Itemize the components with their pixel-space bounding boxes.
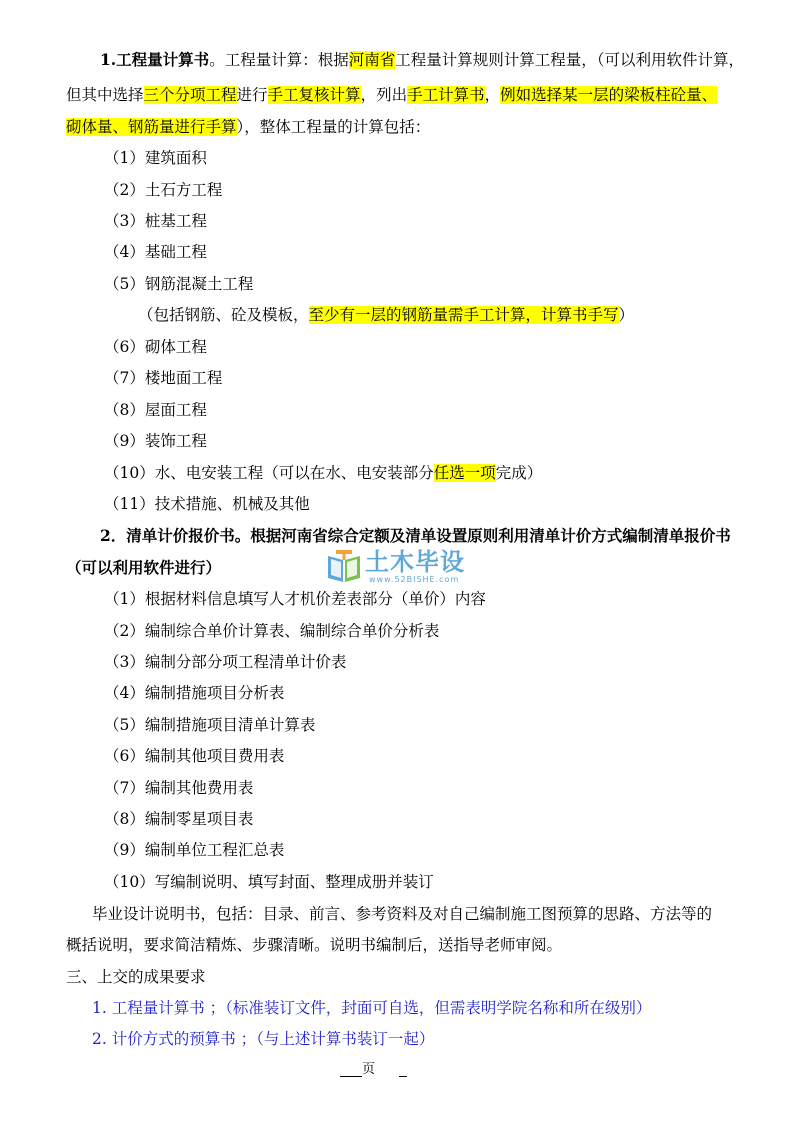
list-item: （5）钢筋混凝土工程: [104, 275, 254, 293]
watermark-url: www.52BISHE.com: [369, 574, 460, 584]
list-item: （3）桩基工程: [104, 212, 207, 230]
list-item: （6）编制其他项目费用表: [104, 747, 285, 765]
deliverable-item: 1. 工程量计算书 ；（标准装订文件，封面可自选，但需表明学院名称和所在级别）: [92, 999, 652, 1017]
page-number-blank: [340, 1064, 362, 1077]
list-item: （10）写编制说明、填写封面、整理成册并装订: [104, 873, 434, 891]
list-item: （6）砌体工程: [104, 338, 207, 356]
list-item: （4）编制措施项目分析表: [104, 684, 285, 702]
list-item: （8）编制零星项目表: [104, 810, 254, 828]
section1-line1: 1.工程量计算书。工程量计算：根据河南省工程量计算规则计算工程量，（可以利用软件计算，: [100, 50, 744, 69]
description-line2: 概括说明，要求简洁精炼、步骤清晰。说明书编制后，送指导老师审阅。: [66, 936, 563, 954]
section1-line3: 砌体量、钢筋量进行手算），整体工程量的计算包括：: [66, 118, 431, 136]
list-item: （9）编制单位工程汇总表: [104, 841, 285, 859]
rebar-note: （包括钢筋、砼及模板，至少有一层的钢筋量需手工计算，计算书手写）: [138, 306, 635, 324]
page-label: 页: [362, 1062, 376, 1077]
list-item: （5）编制措施项目清单计算表: [104, 716, 316, 734]
section2-title: 2．清单计价报价书。根据河南省综合定额及清单设置原则利用清单计价方式编制清单报价书: [100, 526, 731, 545]
description-line1: 毕业设计说明书，包括：目录、前言、参考资料及对自己编制施工图预算的思路、方法等的: [92, 905, 713, 923]
list-item: （7）楼地面工程: [104, 369, 223, 387]
list-item: （4）基础工程: [104, 243, 207, 261]
watermark-text: 土木毕设: [365, 547, 465, 576]
page-footer: [340, 1058, 407, 1077]
list-item: （1）根据材料信息填写人才机价差表部分（单价）内容: [104, 590, 486, 608]
book-logo-icon: [325, 548, 363, 584]
list-item: （8）屋面工程: [104, 401, 207, 419]
watermark-logo: [325, 548, 465, 584]
section1-title: 1.工程量计算书: [100, 50, 210, 69]
section3-title: 三、上交的成果要求: [66, 968, 206, 986]
page-total-blank: [399, 1064, 407, 1077]
list-item: （11）技术措施、机械及其他: [104, 495, 310, 513]
list-item: （7）编制其他费用表: [104, 779, 254, 797]
section1-line2: 但其中选择三个分项工程进行手工复核计算，列出手工计算书，例如选择某一层的梁板柱砼量、: [66, 86, 718, 104]
list-item: （1）建筑面积: [104, 149, 207, 167]
list-item: （9）装饰工程: [104, 432, 207, 450]
list-item: （10）水、电安装工程（可以在水、电安装部分任选一项完成）: [104, 464, 543, 482]
list-item: （3）编制分部分项工程清单计价表: [104, 653, 347, 671]
deliverable-item: 2. 计价方式的预算书 ；（与上述计算书装订一起）: [92, 1030, 435, 1048]
list-item: （2）编制综合单价计算表、编制综合单价分析表: [104, 622, 440, 640]
list-item: （2）土石方工程: [104, 181, 223, 199]
section2-title-cont: （可以利用软件进行）: [66, 558, 222, 577]
